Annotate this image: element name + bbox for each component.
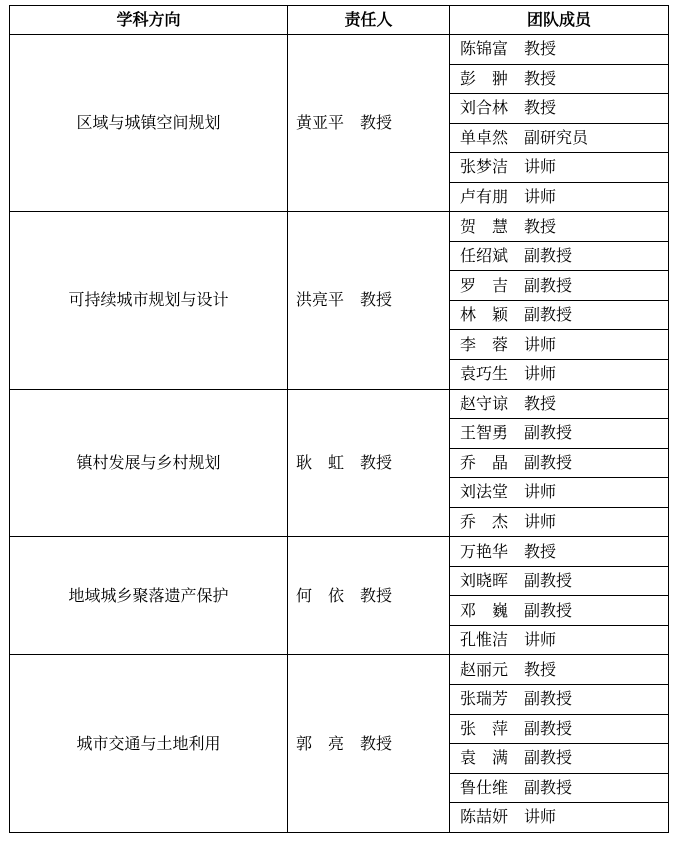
research-direction: 可持续城市规划与设计 — [10, 212, 288, 389]
group-leader: 黄亚平 教授 — [288, 35, 450, 212]
team-member: 单卓然 副研究员 — [450, 123, 669, 153]
table-body — [10, 35, 669, 833]
team-member: 罗 吉 副教授 — [450, 271, 669, 301]
team-member: 李 蓉 讲师 — [450, 330, 669, 360]
team-member: 卢有朋 讲师 — [450, 182, 669, 212]
research-direction: 区域与城镇空间规划 — [10, 35, 288, 212]
team-member: 孔惟洁 讲师 — [450, 625, 669, 655]
header-direction: 学科方向 — [10, 6, 288, 35]
team-member: 万艳华 教授 — [450, 537, 669, 567]
team-member: 乔 晶 副教授 — [450, 448, 669, 478]
table-row — [10, 655, 669, 685]
group-leader: 何 依 教授 — [288, 537, 450, 655]
team-member: 赵守谅 教授 — [450, 389, 669, 419]
team-table — [9, 5, 669, 833]
team-member: 陈喆妍 讲师 — [450, 803, 669, 833]
group-leader: 郭 亮 教授 — [288, 655, 450, 832]
group-leader: 洪亮平 教授 — [288, 212, 450, 389]
team-member: 袁巧生 讲师 — [450, 360, 669, 390]
team-member: 乔 杰 讲师 — [450, 507, 669, 537]
group-leader: 耿 虹 教授 — [288, 389, 450, 537]
team-member: 赵丽元 教授 — [450, 655, 669, 685]
table-row — [10, 389, 669, 419]
research-direction: 城市交通与土地利用 — [10, 655, 288, 832]
research-direction: 镇村发展与乡村规划 — [10, 389, 288, 537]
team-member: 林 颖 副教授 — [450, 300, 669, 330]
table-row — [10, 35, 669, 65]
header-members: 团队成员 — [450, 6, 669, 35]
table-row — [10, 212, 669, 242]
research-direction: 地域城乡聚落遗产保护 — [10, 537, 288, 655]
team-member: 彭 翀 教授 — [450, 64, 669, 94]
team-member: 陈锦富 教授 — [450, 35, 669, 65]
team-member: 贺 慧 教授 — [450, 212, 669, 242]
team-member: 袁 满 副教授 — [450, 744, 669, 774]
team-member: 刘法堂 讲师 — [450, 478, 669, 508]
header-row — [10, 6, 669, 35]
team-member: 张瑞芳 副教授 — [450, 685, 669, 715]
team-member: 邓 巍 副教授 — [450, 596, 669, 626]
team-member: 鲁仕维 副教授 — [450, 773, 669, 803]
table-row — [10, 537, 669, 567]
header-leader: 责任人 — [288, 6, 450, 35]
team-member: 刘合林 教授 — [450, 94, 669, 124]
team-member: 张 萍 副教授 — [450, 714, 669, 744]
team-member: 王智勇 副教授 — [450, 419, 669, 449]
team-member: 刘晓晖 副教授 — [450, 566, 669, 596]
team-member: 张梦洁 讲师 — [450, 153, 669, 183]
team-member: 任绍斌 副教授 — [450, 241, 669, 271]
